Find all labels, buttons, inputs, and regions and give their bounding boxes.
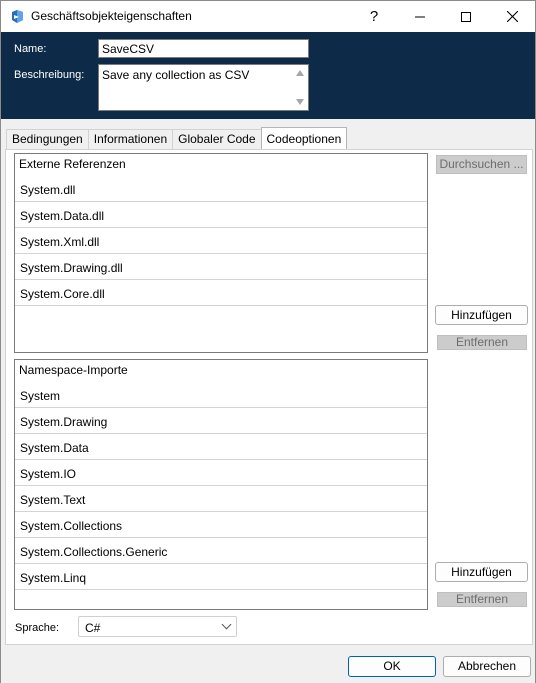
tab-codeoptionen[interactable]: Codeoptionen xyxy=(261,127,348,149)
list-item[interactable]: System.Text xyxy=(15,486,427,512)
dialog-footer xyxy=(1,647,535,683)
title-bar[interactable] xyxy=(1,1,535,32)
remove-namespace-button[interactable]: Entfernen xyxy=(437,592,527,607)
scroll-up-icon[interactable] xyxy=(296,70,304,76)
name-label: Name: xyxy=(14,43,47,55)
remove-reference-button[interactable]: Entfernen xyxy=(437,335,527,350)
name-input[interactable] xyxy=(98,39,309,58)
ok-button[interactable]: OK xyxy=(348,656,436,677)
namespaces-header: Namespace-Importe xyxy=(19,363,128,377)
business-object-icon xyxy=(11,10,24,23)
list-item[interactable]: System.Drawing xyxy=(15,408,427,434)
description-label: Beschreibung: xyxy=(14,69,85,81)
properties-header xyxy=(1,32,535,119)
window-title: Geschäftsobjekteigenschaften xyxy=(31,9,192,23)
language-value: C# xyxy=(85,621,101,635)
close-button[interactable] xyxy=(489,1,535,32)
scroll-down-icon[interactable] xyxy=(296,99,304,105)
tab-globaler-code[interactable]: Globaler Code xyxy=(172,129,261,149)
help-button[interactable] xyxy=(351,1,397,32)
language-select[interactable] xyxy=(78,616,237,637)
language-label: Sprache: xyxy=(15,622,60,634)
description-scrollbar[interactable] xyxy=(293,65,308,110)
minimize-icon xyxy=(415,12,425,22)
list-item[interactable]: System.Data xyxy=(15,434,427,460)
list-item[interactable]: System xyxy=(15,382,427,408)
chevron-down-icon xyxy=(222,620,232,630)
namespaces-listbox[interactable] xyxy=(14,359,428,610)
cancel-button[interactable]: Abbrechen xyxy=(443,656,531,677)
list-item[interactable]: System.dll xyxy=(15,176,427,202)
add-reference-button[interactable]: Hinzufügen xyxy=(435,305,528,325)
maximize-icon xyxy=(461,12,471,22)
close-icon xyxy=(507,11,518,22)
description-text: Save any collection as CSV xyxy=(102,68,250,82)
tab-bedingungen[interactable]: Bedingungen xyxy=(6,129,89,149)
browse-button[interactable]: Durchsuchen ... xyxy=(436,155,527,174)
tab-informationen[interactable]: Informationen xyxy=(88,129,173,149)
list-item[interactable]: System.Collections xyxy=(15,512,427,538)
list-item[interactable]: System.Collections.Generic xyxy=(15,538,427,564)
minimize-button[interactable] xyxy=(397,1,443,32)
references-header: Externe Referenzen xyxy=(19,157,126,171)
add-namespace-button[interactable]: Hinzufügen xyxy=(435,562,528,582)
tab-strip xyxy=(6,129,346,149)
codeoptionen-page xyxy=(5,149,533,645)
list-item[interactable]: System.IO xyxy=(15,460,427,486)
list-item[interactable]: System.Xml.dll xyxy=(15,228,427,254)
list-item[interactable]: System.Core.dll xyxy=(15,280,427,306)
references-listbox[interactable] xyxy=(14,153,428,353)
maximize-button[interactable] xyxy=(443,1,489,32)
list-item[interactable]: System.Drawing.dll xyxy=(15,254,427,280)
description-textarea[interactable] xyxy=(98,64,309,111)
list-item[interactable]: System.Linq xyxy=(15,564,427,590)
list-item[interactable]: System.Data.dll xyxy=(15,202,427,228)
help-icon: ? xyxy=(369,8,379,25)
